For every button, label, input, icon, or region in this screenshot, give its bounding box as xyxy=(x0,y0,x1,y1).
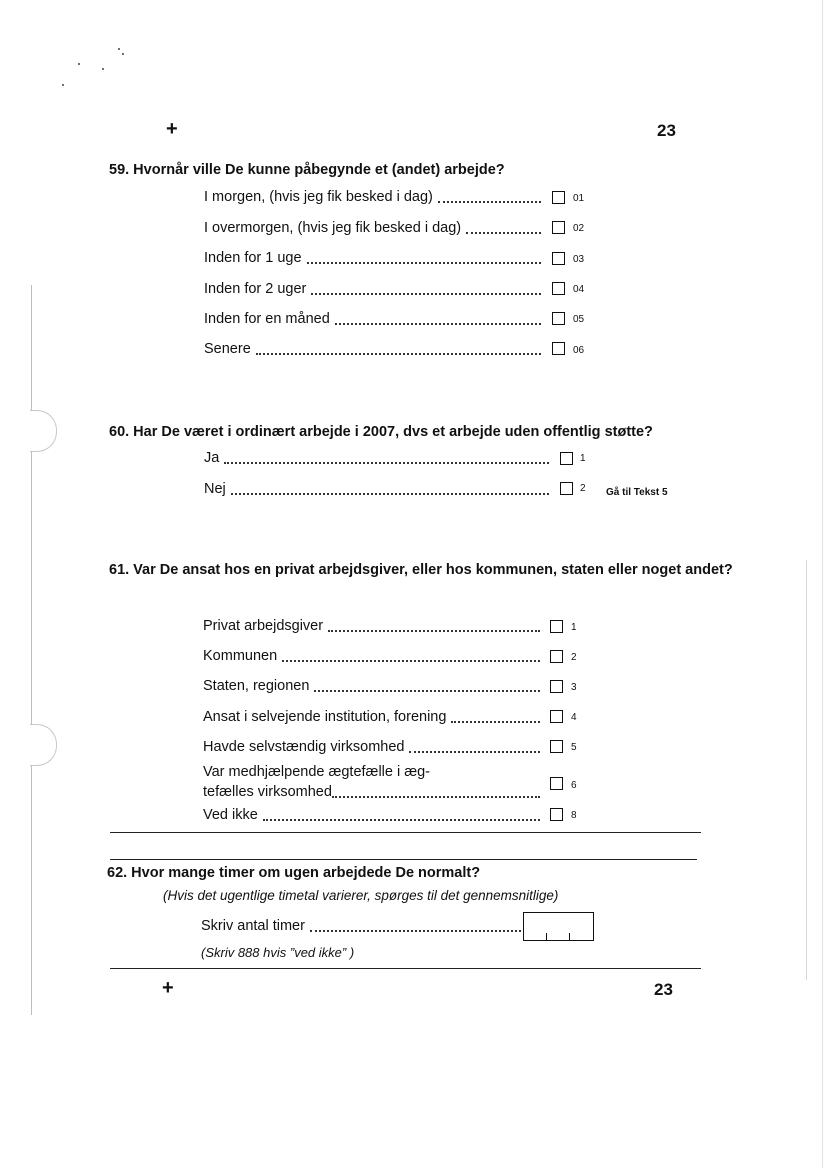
q59-option-row xyxy=(204,220,546,236)
q59-option-row xyxy=(204,250,546,266)
option-label-line2: tefælles virksomhed xyxy=(203,784,332,800)
input-label: Skriv antal timer xyxy=(201,918,305,934)
checkbox-03[interactable] xyxy=(552,252,565,265)
dot-leader xyxy=(335,323,541,325)
right-margin-line xyxy=(806,560,807,980)
checkbox-privat[interactable] xyxy=(550,620,563,633)
checkbox-selvejende[interactable] xyxy=(550,710,563,723)
q61-option-row xyxy=(203,807,545,823)
question-62-instruction: (Hvis det ugentlige timetal varierer, spørges til det gennemsnitlige) xyxy=(163,888,559,903)
dot-leader xyxy=(314,690,540,692)
question-62-hint: (Skriv 888 hvis ”ved ikke” ) xyxy=(201,945,355,960)
q61-option-row xyxy=(203,678,545,694)
option-label: Nej xyxy=(204,481,226,497)
left-margin-line xyxy=(31,285,32,1015)
registration-mark-top: + xyxy=(166,118,178,140)
checkbox-05[interactable] xyxy=(552,312,565,325)
scan-speck xyxy=(118,48,120,50)
q60-option-row xyxy=(204,450,554,466)
dot-leader xyxy=(451,721,540,723)
option-label: I morgen, (hvis jeg fik besked i dag) xyxy=(204,189,433,205)
option-label: Staten, regionen xyxy=(203,678,310,694)
option-code: 2 xyxy=(571,652,577,663)
option-code: 04 xyxy=(573,284,585,295)
page-number-bottom: 23 xyxy=(654,980,673,999)
dot-leader xyxy=(231,493,549,495)
skip-instruction: Gå til Tekst 5 xyxy=(606,487,668,498)
punch-hole-bottom xyxy=(30,724,57,766)
registration-mark-bottom: + xyxy=(162,977,174,999)
option-label: Inden for 2 uger xyxy=(204,281,307,297)
q61-option-row xyxy=(203,709,545,725)
q59-option-row xyxy=(204,281,546,297)
punch-hole-top xyxy=(30,410,57,452)
dot-leader xyxy=(466,232,541,234)
checkbox-medhjaelpende[interactable] xyxy=(550,777,563,790)
option-code: 6 xyxy=(571,780,577,791)
q61-option-row xyxy=(203,739,545,755)
scan-speck xyxy=(122,53,124,55)
option-code: 01 xyxy=(573,193,585,204)
checkbox-06[interactable] xyxy=(552,342,565,355)
q59-option-row xyxy=(204,311,546,327)
dot-leader xyxy=(310,930,521,932)
dot-leader xyxy=(311,293,541,295)
option-label: Ja xyxy=(204,450,220,466)
checkbox-02[interactable] xyxy=(552,221,565,234)
checkbox-nej[interactable] xyxy=(560,482,573,495)
option-code: 1 xyxy=(580,453,586,464)
dot-leader xyxy=(263,819,540,821)
option-label: Ansat i selvejende institution, forening xyxy=(203,709,447,725)
q60-option-row xyxy=(204,481,554,497)
hours-input-row xyxy=(201,918,521,934)
option-code: 3 xyxy=(571,682,577,693)
section-divider xyxy=(110,859,697,860)
option-code: 4 xyxy=(571,712,577,723)
dot-leader xyxy=(307,262,541,264)
right-edge-line xyxy=(822,0,823,1168)
scan-speck xyxy=(62,84,64,86)
question-59-title: 59. Hvornår ville De kunne påbegynde et (andet) arbejde? xyxy=(109,162,505,178)
question-60-title: 60. Har De været i ordinært arbejde i 2007, dvs et arbejde uden offentlig støtte? xyxy=(109,424,653,440)
option-label: I overmorgen, (hvis jeg fik besked i dag) xyxy=(204,220,462,236)
checkbox-01[interactable] xyxy=(552,191,565,204)
checkbox-kommunen[interactable] xyxy=(550,650,563,663)
option-label: Privat arbejdsgiver xyxy=(203,618,324,634)
option-code: 05 xyxy=(573,314,585,325)
hours-input-field[interactable] xyxy=(523,912,594,941)
dot-leader xyxy=(328,630,540,632)
q61-option-row xyxy=(203,648,545,664)
scan-speck xyxy=(102,68,104,70)
checkbox-staten[interactable] xyxy=(550,680,563,693)
option-code: 2 xyxy=(580,483,586,494)
question-61-title: 61. Var De ansat hos en privat arbejdsgiver, eller hos kommunen, staten eller noget andet? xyxy=(109,562,733,578)
option-label: Senere xyxy=(204,341,251,357)
checkbox-04[interactable] xyxy=(552,282,565,295)
option-label: Inden for 1 uge xyxy=(204,250,302,266)
dot-leader xyxy=(282,660,540,662)
dot-leader xyxy=(409,751,540,753)
q59-option-row xyxy=(204,189,546,205)
option-code: 8 xyxy=(571,810,577,821)
q59-option-row xyxy=(204,341,546,357)
checkbox-selvstaendig[interactable] xyxy=(550,740,563,753)
scan-speck xyxy=(78,63,80,65)
q61-option-row xyxy=(203,618,545,634)
question-62-title: 62. Hvor mange timer om ugen arbejdede De normalt? xyxy=(107,865,481,881)
section-divider xyxy=(110,832,701,833)
option-label: Inden for en måned xyxy=(204,311,330,327)
footer-divider xyxy=(110,968,701,969)
option-code: 5 xyxy=(571,742,577,753)
option-code: 02 xyxy=(573,223,585,234)
dot-leader xyxy=(438,201,541,203)
option-label-line1: Var medhjælpende ægtefælle i æg- xyxy=(203,764,431,780)
dot-leader xyxy=(256,353,541,355)
option-code: 1 xyxy=(571,622,577,633)
q61-option-row xyxy=(203,784,545,800)
option-label: Havde selvstændig virksomhed xyxy=(203,739,405,755)
digit-separator xyxy=(546,933,547,940)
option-code: 06 xyxy=(573,345,585,356)
checkbox-ved-ikke[interactable] xyxy=(550,808,563,821)
checkbox-ja[interactable] xyxy=(560,452,573,465)
option-label: Kommunen xyxy=(203,648,278,664)
option-label: Ved ikke xyxy=(203,807,258,823)
option-code: 03 xyxy=(573,254,585,265)
page-number-top: 23 xyxy=(657,121,676,140)
dot-leader xyxy=(224,462,549,464)
dot-leader xyxy=(332,796,540,798)
digit-separator xyxy=(569,933,570,940)
